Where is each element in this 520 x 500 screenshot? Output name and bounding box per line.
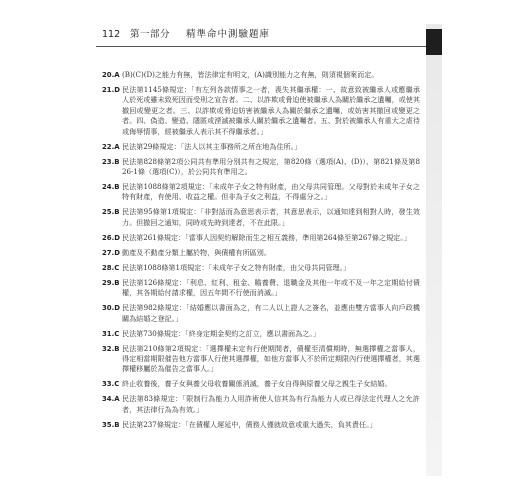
answer-number: 31.C [102, 329, 120, 338]
answer-entry [102, 420, 420, 430]
answer-entry [102, 248, 420, 258]
answer-entry [102, 379, 420, 389]
answer-number: 24.B [102, 183, 120, 192]
edge-thumb-tab [426, 24, 442, 476]
answer-number: 35.B [102, 420, 120, 429]
answer-explanation-text: 動產及不動產分類上屬於物，與債權有所區別。 [122, 247, 271, 257]
answer-entry [102, 85, 420, 137]
answer-explanation-text: 民法第261條規定：「當事人因契約解除而生之相互義務，準用第264條至第267條之規定。」 [122, 232, 411, 242]
answer-entry [102, 142, 420, 152]
answer-number: 32.B [102, 344, 120, 353]
book-page [96, 24, 442, 476]
answer-explanation-text: 終止收養後，養子女與養父母收養關係消滅，養子女自得與原養父母之親生子女結婚。 [122, 379, 392, 389]
answer-explanation-text: 民法第730條規定：「終身定期金契約之訂立，應以書面為之。」 [122, 328, 320, 338]
answer-entry [102, 344, 420, 375]
answer-explanation-text: 民法第237條規定：「在債權人遲延中，債務人僅就故意或重大過失，負其責任。」 [122, 419, 377, 429]
answer-entry [102, 329, 420, 339]
answer-number: 22.A [102, 142, 120, 151]
answer-entry [102, 394, 420, 415]
answer-explanations [102, 70, 420, 435]
answer-number: 23.B [102, 157, 120, 166]
part-label: 第一部分 [130, 29, 171, 40]
answer-number: 21.D [102, 86, 120, 94]
answer-entry [102, 278, 420, 299]
answer-number: 26.D [102, 233, 120, 242]
answer-number: 29.B [102, 278, 120, 287]
answer-explanation-text: 民法第1088條第2項規定：「未成年子女之特有財產，由父母共同管理。父母對於未成年子女之特有財產，有使用、收益之權。但非為子女之利益，不得處分之。」 [122, 182, 420, 202]
answer-explanation-text: 民法第95條第1項規定：「非對話而為意思表示者，其意思表示，以通知達到相對人時，發生效力。但撤回之通知，同時或先時到達者，不在此限。」 [122, 207, 420, 227]
answer-entry [102, 263, 420, 273]
answer-entry [102, 182, 420, 203]
edge-thumb-tab-marker [426, 29, 442, 55]
running-header [96, 24, 442, 47]
book-title: 精準命中測驗題庫 [186, 29, 271, 40]
answer-number: 20.A [102, 71, 120, 79]
answer-explanation-text: 民法第126條規定：「利息、紅利、租金、贍養費、退職金及其他一年或不及一年之定期給付債權，其各期給付請求權，因五年間不行使而消滅。」 [122, 277, 420, 298]
answer-explanation-text: 民法第29條規定：「法人以其主事務所之所在地為住所。」 [122, 141, 302, 151]
answer-explanation-text: (B)(C)(D)之能力有無，皆法律定有明文，(A)識別能力之有無，則須視個案而定。 [122, 70, 379, 79]
answer-number: 34.A [102, 395, 120, 404]
answer-explanation-text: 民法第1145條規定：「有左列各款情事之一者，喪失其繼承權：一、故意致被繼承人或應繼承人於死或雖未致死因而受刑之宣告者。二、以詐欺或脅迫使被繼承人為關於繼承之遺囑，或使其撤回或變更之者。三、以詐欺或脅迫妨害被繼承人為關於繼承之遺囑，或妨害其撤回或變更之者。四、偽造、變造、隱匿或湮滅被繼承人關於繼承之遺囑者。五、對於被繼承人有重大之虐待或侮辱情事，經被繼承人表示其不得繼承者。」 [122, 85, 420, 136]
answer-number: 27.D [102, 248, 120, 257]
answer-explanation-text: 民法第828條第2項公同共有準用分別共有之規定，第820條（選項(A)、(D)）、第821條及第826-1條（選項(C)），於公同共有準用之。 [122, 156, 420, 177]
page-number: 112 [102, 29, 121, 40]
answer-explanation-text: 民法第210條第2項規定：「選擇權未定有行使期間者，債權至清償期時，無選擇權之當事人，得定相當期限催告他方當事人行使其選擇權，如他方當事人不於所定期限內行使選擇權者，其選擇權移屬於為催告之當事人。」 [122, 343, 420, 374]
answer-explanation-text: 民法第982條規定：「結婚應以書面為之，有二人以上證人之簽名，並應由雙方當事人向戶政機關為結婚之登記。」 [122, 303, 420, 323]
answer-number: 28.C [102, 263, 120, 272]
answer-number: 25.B [102, 208, 120, 217]
answer-entry [102, 70, 420, 80]
answer-explanation-text: 民法第1088條第1項規定：「未成年子女之特有財產，由父母共同管理。」 [122, 262, 351, 272]
answer-entry [102, 207, 420, 228]
answer-explanation-text: 民法第83條規定：「限制行為能力人用詐術使人信其為有行為能力人或已得法定代理人之允許者，其法律行為為有效。」 [122, 394, 420, 414]
answer-number: 30.D [102, 304, 120, 313]
answer-entry [102, 157, 420, 178]
answer-entry [102, 303, 420, 324]
answer-number: 33.C [102, 380, 120, 389]
answer-entry [102, 233, 420, 243]
